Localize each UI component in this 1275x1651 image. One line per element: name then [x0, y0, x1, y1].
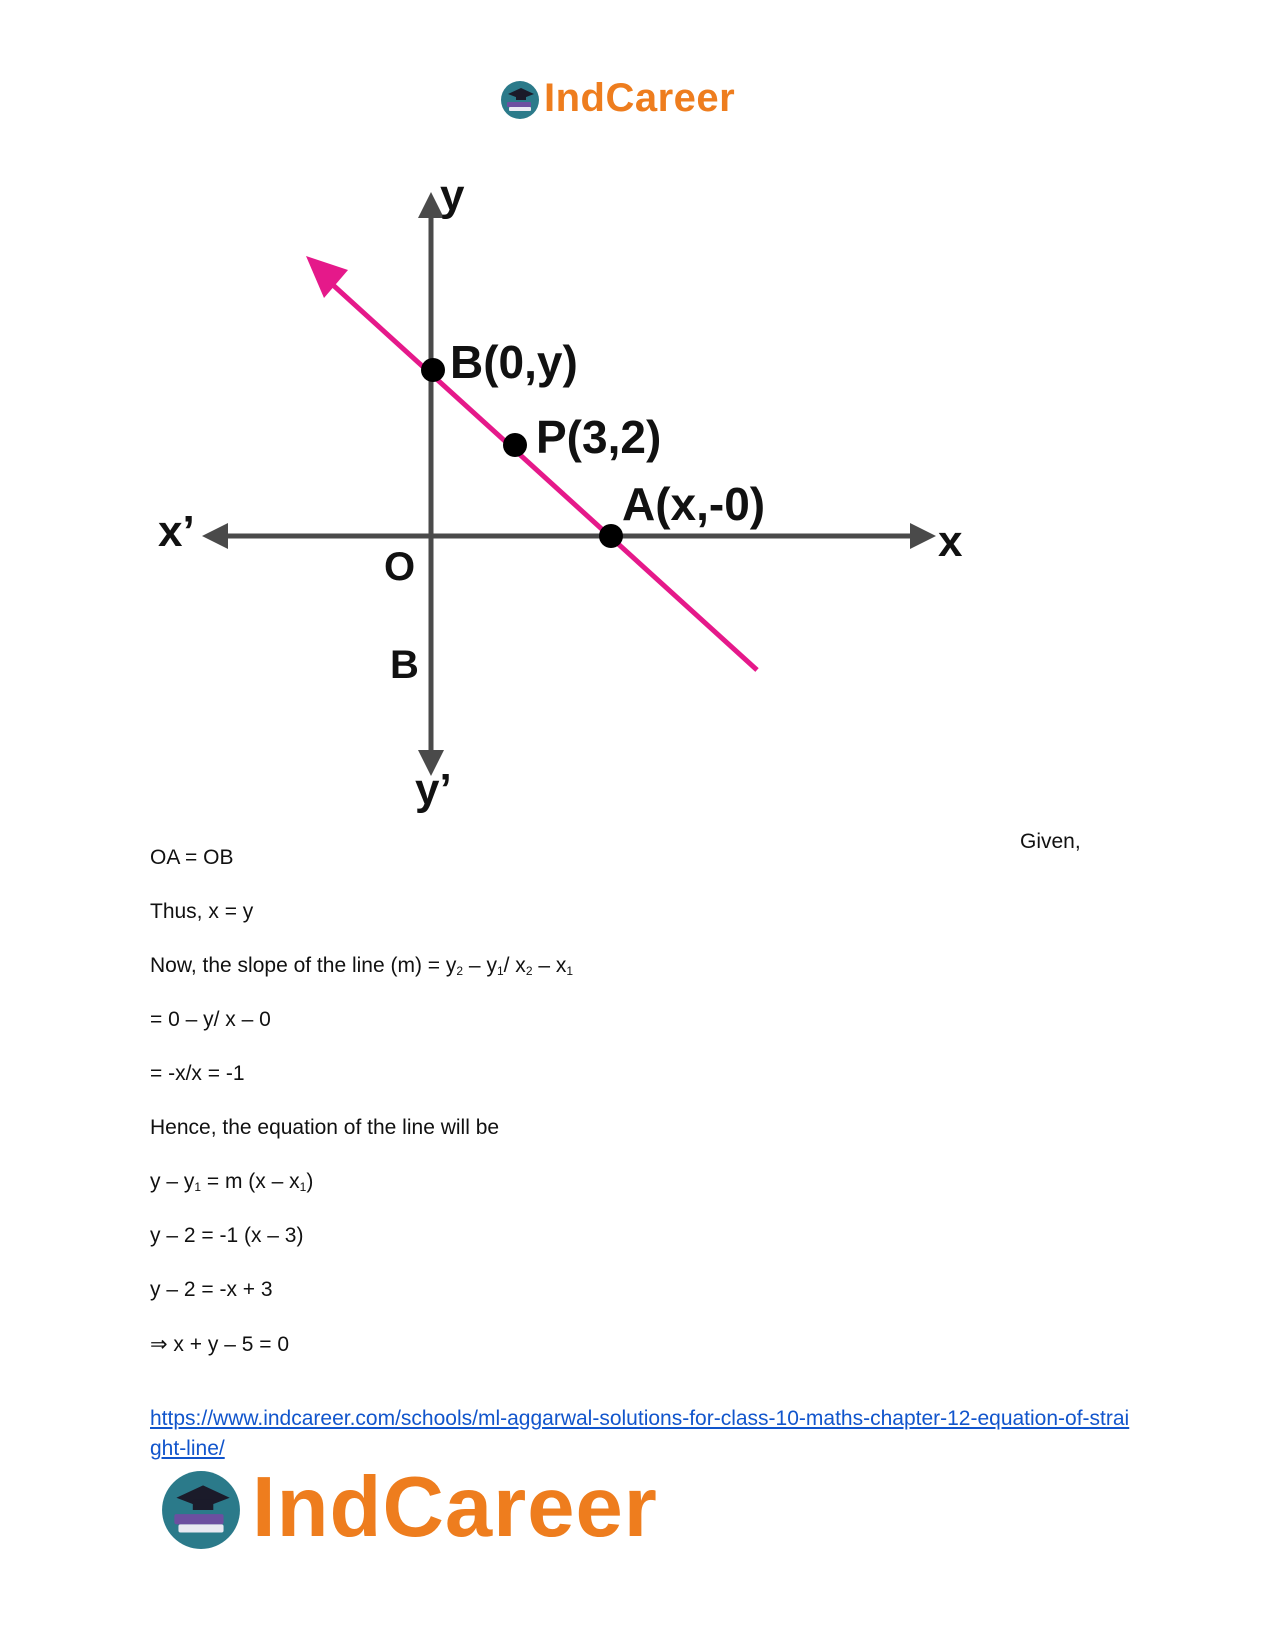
header-logo: [500, 78, 780, 128]
slope-text: – x: [532, 954, 567, 977]
label-point-p: P(3,2): [536, 411, 662, 463]
line-point-slope: [150, 1170, 313, 1194]
line-step1: = 0 – y/ x – 0: [150, 1008, 271, 1031]
slope-text: / x: [503, 954, 526, 977]
point-b: [421, 358, 445, 382]
label-b-below: B: [390, 643, 419, 687]
eq-sub: 1: [194, 1180, 202, 1194]
label-y: y: [440, 171, 465, 220]
slope-sub: 2: [525, 964, 533, 978]
x-axis-arrow-left: [202, 523, 228, 549]
line-slope: [150, 954, 573, 978]
label-y-prime: y’: [415, 765, 452, 814]
given-label: Given,: [1020, 830, 1081, 853]
logo-wordmark: IndCareer: [544, 76, 736, 120]
label-point-b: B(0,y): [450, 336, 578, 388]
source-link[interactable]: https://www.indcareer.com/schools/ml-aggarwal-solutions-for-class-10-maths-chapter-12-equation-of-straight-line/: [150, 1407, 1130, 1460]
label-x-prime: x’: [158, 507, 195, 556]
graduation-cap-books-icon: [500, 80, 540, 120]
x-axis-arrow-right: [910, 523, 936, 549]
eq-text: y – y: [150, 1170, 195, 1193]
straight-line: [322, 275, 757, 670]
label-point-a: A(x,-0): [622, 478, 766, 530]
logo-wordmark: IndCareer: [252, 1460, 658, 1555]
line-eq3: y – 2 = -x + 3: [150, 1278, 273, 1301]
slope-text: – y: [463, 954, 497, 977]
label-origin: O: [384, 545, 416, 589]
eq-text: ): [306, 1170, 314, 1193]
slope-sub: 1: [496, 964, 504, 978]
eq-text: = m (x – x: [201, 1170, 300, 1193]
point-p: [503, 433, 527, 457]
point-a: [599, 524, 623, 548]
line-step2: = -x/x = -1: [150, 1062, 245, 1085]
line-thus: Thus, x = y: [150, 900, 254, 923]
line-eq4: ⇒ x + y – 5 = 0: [150, 1333, 290, 1356]
eq-sub: 1: [299, 1180, 307, 1194]
slope-sub: 1: [566, 964, 574, 978]
slope-sub: 2: [456, 964, 464, 978]
graduation-cap-books-icon: [160, 1469, 242, 1551]
line-hence: Hence, the equation of the line will be: [150, 1116, 500, 1139]
label-x: x: [938, 517, 963, 566]
footer-logo: [160, 1460, 720, 1560]
line-eq2: y – 2 = -1 (x – 3): [150, 1224, 304, 1247]
slope-text: Now, the slope of the line (m) = y: [150, 954, 457, 977]
line-figure: [150, 170, 1030, 830]
line-oa-ob: OA = OB: [150, 846, 234, 869]
